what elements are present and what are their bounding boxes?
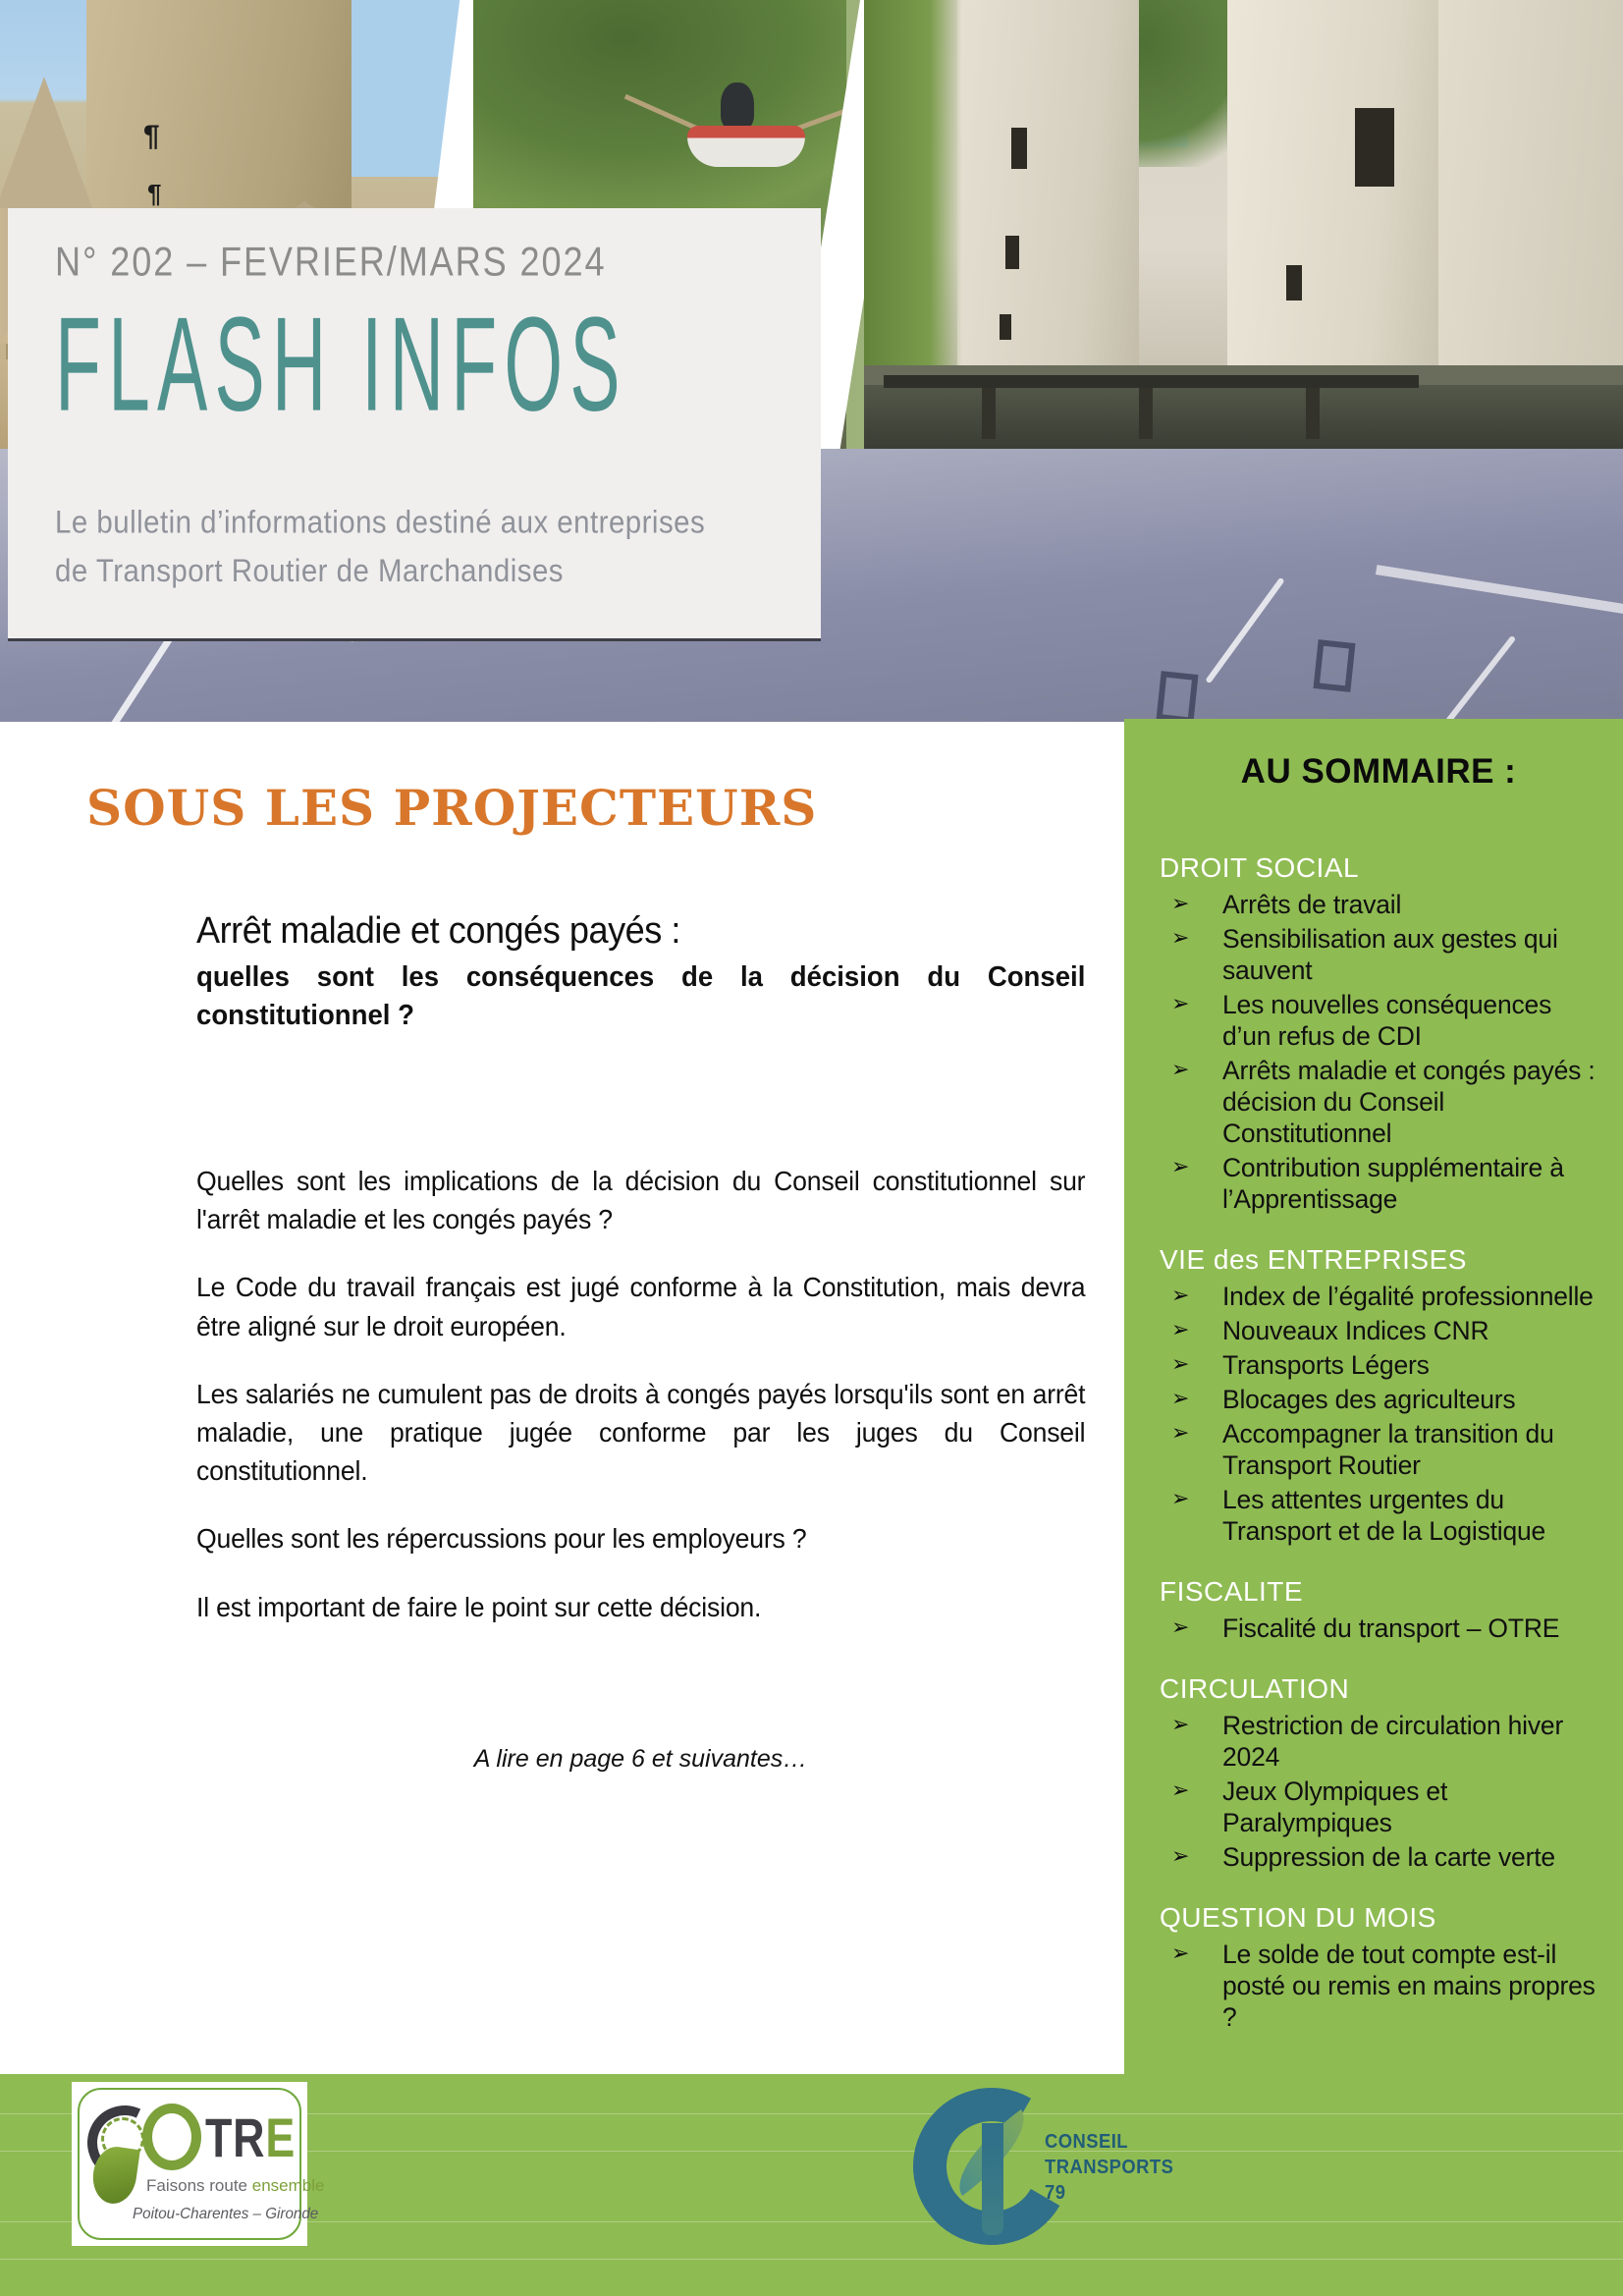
sidebar-item	[1160, 1152, 1597, 1215]
ct-logo-text	[1045, 2129, 1173, 2206]
window-slit	[1011, 128, 1027, 169]
sidebar-section	[1160, 1244, 1597, 1547]
sidebar-item-label: Contribution supplémentaire à l’Apprentissage	[1222, 1153, 1564, 1214]
otre-letters-dark: TR	[205, 2105, 266, 2168]
sidebar-item-label: Accompagner la transition du Transport Routier	[1222, 1419, 1554, 1480]
arrow-bullet-icon: ➢	[1171, 892, 1190, 916]
article-paragraph: Le Code du travail français est jugé conforme à la Constitution, mais devra être aligné sur le droit européen.	[196, 1272, 1086, 1341]
sidebar-section	[1160, 852, 1597, 1215]
sidebar-item-label: Jeux Olympiques et Paralympiques	[1222, 1777, 1448, 1837]
subtitle-line-2: de Transport Routier de Marchandises	[55, 552, 565, 588]
sidebar-section-heading: CIRCULATION	[1160, 1673, 1350, 1704]
grid-line	[0, 2259, 1623, 2260]
sidebar-item-label: Nouveaux Indices CNR	[1222, 1316, 1489, 1345]
sidebar-item-label: Le solde de tout compte est-il posté ou remis en mains propres ?	[1222, 1940, 1596, 2032]
arrow-bullet-icon: ➢	[1171, 1615, 1190, 1640]
sidebar-item	[1160, 889, 1597, 920]
sidebar-item-label: Les nouvelles conséquences d’un refus de CDI	[1222, 990, 1552, 1051]
arrow-bullet-icon: ➢	[1171, 1058, 1190, 1082]
rowing-boat	[687, 126, 805, 167]
article-paragraphs	[196, 1162, 1085, 1656]
summary-sidebar	[1124, 719, 1623, 2296]
lane-marking	[1445, 635, 1516, 722]
otre-o-ring-icon	[142, 2104, 201, 2170]
sidebar-item	[1160, 923, 1597, 986]
sidebar-item	[1160, 1484, 1597, 1547]
sidebar-item	[1160, 1776, 1597, 1838]
window-slit	[1286, 265, 1302, 301]
otre-wordmark	[142, 2104, 318, 2170]
sidebar-item-label: Sensibilisation aux gestes qui sauvent	[1222, 924, 1558, 985]
article-paragraph: Quelles sont les implications de la décision du Conseil constitutionnel sur l'arrêt maladie et les congés payés ?	[196, 1166, 1086, 1235]
tree-canopy	[473, 0, 846, 216]
jetty-post	[982, 388, 996, 439]
arrow-bullet-icon: ➢	[1171, 1284, 1190, 1308]
bridge-mark	[1313, 639, 1355, 692]
sidebar-item-label: Index de l’égalité professionnelle	[1222, 1282, 1594, 1311]
article-title: Arrêt maladie et congés payés :	[196, 910, 680, 952]
moat-water	[864, 385, 1623, 449]
sidebar-section-heading: VIE des ENTREPRISES	[1160, 1244, 1467, 1275]
arrow-bullet-icon: ➢	[1171, 1487, 1190, 1511]
arrow-bullet-icon: ➢	[1171, 1318, 1190, 1342]
arrow-bullet-icon: ➢	[1171, 1844, 1190, 1869]
masthead-panel	[8, 208, 821, 641]
main-column	[0, 722, 1124, 2074]
arrow-bullet-icon: ➢	[1171, 992, 1190, 1016]
sidebar-item-label: Suppression de la carte verte	[1222, 1842, 1555, 1872]
sidebar-item	[1160, 989, 1597, 1052]
pilcrow-mark: ¶	[147, 179, 162, 208]
sidebar-section	[1160, 1902, 1597, 2033]
sidebar-item-label: Les attentes urgentes du Transport et de la Logistique	[1222, 1485, 1546, 1546]
sidebar-sections	[1160, 852, 1597, 2033]
article-subtitle: quelles sont les conséquences de la décision du Conseil constitutionnel ?	[196, 961, 1086, 1032]
ct-line-3: 79	[1045, 2182, 1066, 2204]
arrow-bullet-icon: ➢	[1171, 1941, 1190, 1966]
arrow-bullet-icon: ➢	[1171, 1155, 1190, 1179]
sidebar-item	[1160, 1418, 1597, 1481]
ct-line-2: TRANSPORTS	[1045, 2157, 1174, 2178]
arrow-bullet-icon: ➢	[1171, 1387, 1190, 1411]
sidebar-item-label: Blocages des agriculteurs	[1222, 1385, 1516, 1414]
otre-letter-green: E	[265, 2105, 297, 2168]
footer-band	[0, 2074, 1623, 2296]
sidebar-section	[1160, 1673, 1597, 1873]
arrow-bullet-icon: ➢	[1171, 1713, 1190, 1737]
chateau-tower	[957, 0, 1139, 393]
article-header	[196, 910, 1085, 1035]
issue-number: N° 202 – FEVRIER/MARS 2024	[55, 240, 607, 286]
sidebar-item	[1160, 1349, 1597, 1381]
arrow-bullet-icon: ➢	[1171, 1352, 1190, 1377]
otre-region: Poitou-Charentes – Gironde	[133, 2206, 319, 2222]
newsletter-title: FLASH INFOS	[55, 290, 627, 440]
window	[1355, 108, 1394, 187]
sidebar-section-heading: DROIT SOCIAL	[1160, 852, 1360, 883]
sidebar-section-heading: QUESTION DU MOIS	[1160, 1902, 1436, 1933]
sidebar-item	[1160, 1939, 1597, 2033]
sidebar-item	[1160, 1281, 1597, 1312]
guardrail	[1376, 565, 1623, 618]
section-title: SOUS LES PROJECTEURS	[86, 779, 818, 837]
chateau-photo	[864, 0, 1623, 449]
pilcrow-mark: ¶	[143, 120, 160, 152]
read-more-note: A lire en page 6 et suivantes…	[473, 1745, 808, 1773]
sidebar-item-label: Arrêts maladie et congés payés : décision du Conseil Constitutionnel	[1222, 1056, 1596, 1148]
jetty	[884, 375, 1419, 388]
article-paragraph: Les salariés ne cumulent pas de droits à congés payés lorsqu'ils sont en arrêt maladie, une pratique jugée conforme par les juges du Conseil constitutionnel.	[196, 1378, 1086, 1487]
ct-line-1: CONSEIL	[1045, 2131, 1129, 2153]
jetty-post	[1139, 388, 1153, 439]
article-paragraph: Quelles sont les répercussions pour les employeurs ?	[196, 1523, 807, 1555]
sidebar-item-label: Restriction de circulation hiver 2024	[1222, 1711, 1564, 1772]
sidebar-item	[1160, 1710, 1597, 1773]
sidebar-item	[1160, 1841, 1597, 1873]
sidebar-heading: AU SOMMAIRE :	[1240, 752, 1517, 791]
bridge-mark	[1156, 671, 1198, 722]
sidebar-item	[1160, 1315, 1597, 1346]
sidebar-item	[1160, 1613, 1597, 1644]
sidebar-section	[1160, 1576, 1597, 1644]
otre-tagline	[146, 2176, 324, 2196]
lane-marking	[1205, 577, 1284, 684]
arrow-bullet-icon: ➢	[1171, 1421, 1190, 1446]
subtitle-line-1: Le bulletin d’informations destiné aux entreprises	[55, 504, 706, 540]
rowing-person	[721, 82, 754, 130]
newsletter-subtitle	[55, 499, 705, 595]
sidebar-item-label: Arrêts de travail	[1222, 890, 1402, 919]
sidebar-item-label: Fiscalité du transport – OTRE	[1222, 1613, 1560, 1643]
otre-tagline-green: ensemble	[251, 2176, 325, 2195]
church-spire	[0, 77, 98, 224]
sidebar-item	[1160, 1384, 1597, 1415]
otre-tagline-gray: Faisons route	[146, 2176, 252, 2195]
arrow-bullet-icon: ➢	[1171, 926, 1190, 951]
sidebar-item-label: Transports Légers	[1222, 1350, 1430, 1380]
sidebar-item	[1160, 1055, 1597, 1149]
chateau-tower	[1227, 0, 1438, 393]
otre-letters	[205, 2105, 296, 2169]
ct-stem-icon	[982, 2123, 1003, 2235]
otre-logo	[72, 2082, 325, 2246]
sidebar-section-heading: FISCALITE	[1160, 1576, 1304, 1607]
window-slit	[1000, 314, 1011, 340]
jetty-post	[1306, 388, 1320, 439]
article-paragraph: Il est important de faire le point sur cette décision.	[196, 1591, 762, 1622]
window-slit	[1005, 236, 1019, 269]
chateau-tower	[1438, 0, 1623, 393]
arrow-bullet-icon: ➢	[1171, 1778, 1190, 1803]
